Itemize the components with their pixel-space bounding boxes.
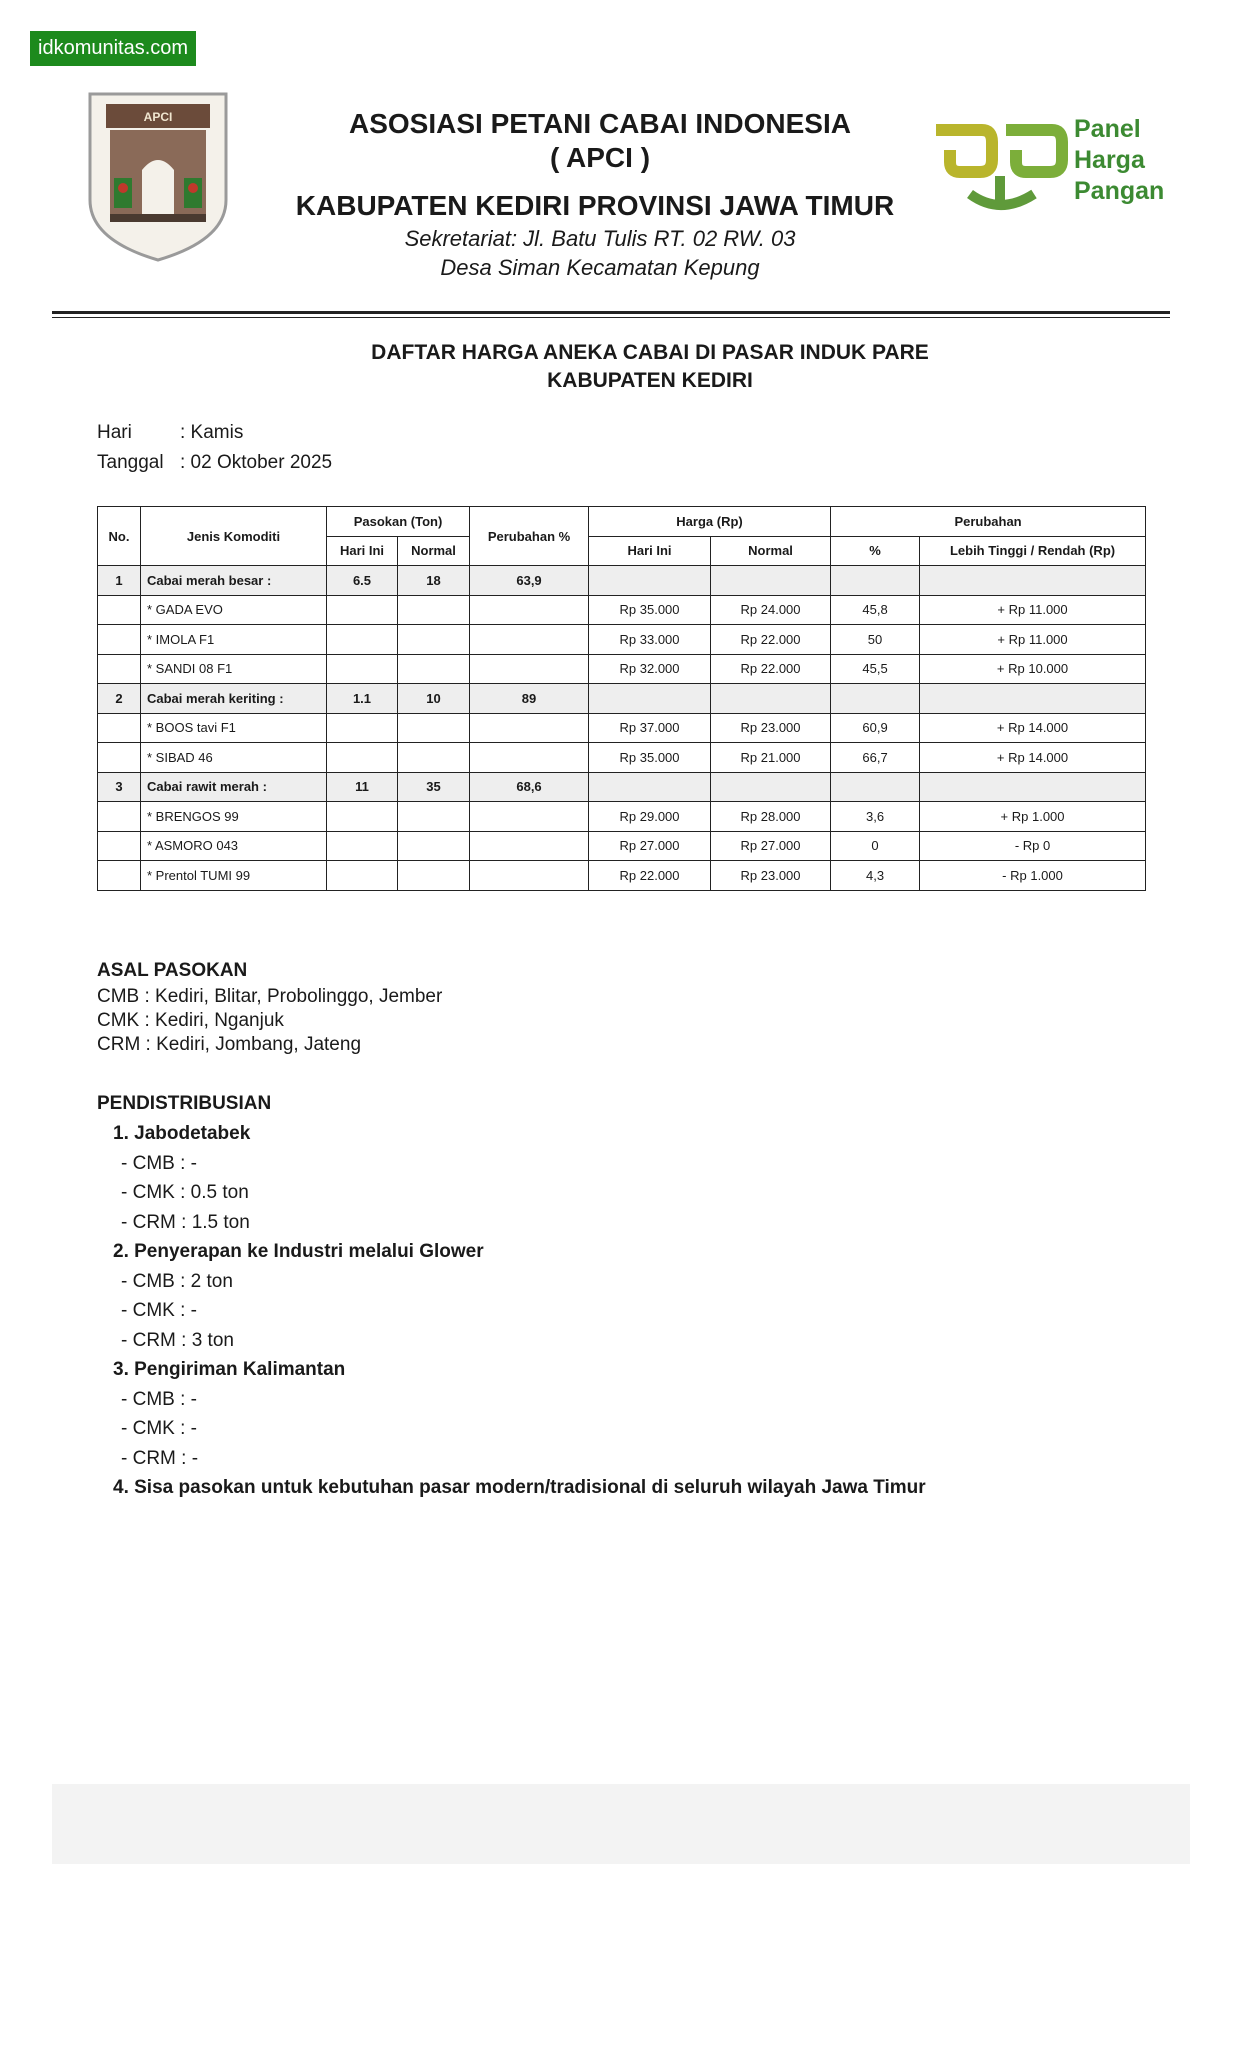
- header-supply: Pasokan (Ton): [327, 507, 470, 537]
- category-row: [98, 684, 1146, 714]
- pendistribusian-title: PENDISTRIBUSIAN: [97, 1093, 272, 1114]
- cell-supply-normal: [398, 625, 470, 655]
- cell-price-today: Rp 27.000: [589, 831, 711, 861]
- cell-pct: 3,6: [831, 802, 920, 832]
- date-value: : 02 Oktober 2025: [180, 452, 333, 473]
- cell-supply-normal: 35: [398, 772, 470, 802]
- cell-name: * SANDI 08 F1: [141, 654, 327, 684]
- asal-pasokan-list: [97, 985, 442, 1057]
- category-row: [98, 566, 1146, 596]
- cell-price-normal: Rp 24.000: [711, 595, 831, 625]
- price-table-body: [98, 566, 1146, 891]
- distribution-item: 2. Penyerapan ke Industri melalui Glower: [113, 1241, 484, 1262]
- cell-pct: 0: [831, 831, 920, 861]
- cell-price-today: Rp 35.000: [589, 743, 711, 773]
- cell-pct: 4,3: [831, 861, 920, 891]
- document-subtitle: KABUPATEN KEDIRI: [547, 369, 753, 392]
- cell-supply-change: [470, 625, 589, 655]
- address-line-1: Sekretariat: Jl. Batu Tulis RT. 02 RW. 03: [404, 226, 796, 251]
- distribution-sub-item: - CMK : -: [121, 1300, 197, 1321]
- cell-supply-today: [327, 713, 398, 743]
- cell-supply-today: [327, 625, 398, 655]
- cell-price-today: Rp 29.000: [589, 802, 711, 832]
- cell-supply-today: 1.1: [327, 684, 398, 714]
- price-table: [97, 506, 1146, 891]
- cell-supply-change: [470, 743, 589, 773]
- cell-no: 1: [98, 566, 141, 596]
- header-price-today: Hari Ini: [589, 536, 711, 566]
- asal-pasokan-title: ASAL PASOKAN: [97, 960, 248, 981]
- cell-supply-normal: [398, 831, 470, 861]
- table-row: [98, 861, 1146, 891]
- cell-name: Cabai merah besar :: [141, 566, 327, 596]
- header-divider-thick: [52, 311, 1170, 314]
- apci-logo-text: APCI: [143, 110, 173, 124]
- table-row: [98, 802, 1146, 832]
- table-row: [98, 713, 1146, 743]
- cell-supply-normal: 18: [398, 566, 470, 596]
- cell-price-normal: Rp 22.000: [711, 654, 831, 684]
- cell-supply-today: [327, 654, 398, 684]
- cell-diff: + Rp 11.000: [920, 625, 1146, 655]
- document-title: DAFTAR HARGA ANEKA CABAI DI PASAR INDUK PARE: [371, 341, 929, 364]
- php-text-line-2: Harga: [1074, 146, 1145, 174]
- date-label: Tanggal: [97, 452, 164, 473]
- cell-no: 2: [98, 684, 141, 714]
- cell-supply-today: [327, 831, 398, 861]
- address-line-2: Desa Siman Kecamatan Kepung: [440, 255, 760, 280]
- cell-diff: + Rp 1.000: [920, 802, 1146, 832]
- cell-supply-normal: [398, 861, 470, 891]
- distribution-sub-item: - CMK : -: [121, 1418, 197, 1439]
- cell-supply-change: [470, 831, 589, 861]
- header-price: Harga (Rp): [589, 507, 831, 537]
- header-change-diff: Lebih Tinggi / Rendah (Rp): [920, 536, 1146, 566]
- cell-no: [98, 743, 141, 773]
- cell-name: Cabai merah keriting :: [141, 684, 327, 714]
- cell-supply-today: 11: [327, 772, 398, 802]
- cell-no: [98, 802, 141, 832]
- cell-pct: [831, 772, 920, 802]
- org-name: ASOSIASI PETANI CABAI INDONESIA: [349, 108, 851, 139]
- cell-price-today: [589, 684, 711, 714]
- cell-supply-today: [327, 861, 398, 891]
- header-no: No.: [98, 507, 141, 566]
- cell-price-normal: [711, 566, 831, 596]
- cell-diff: [920, 772, 1146, 802]
- cell-name: * BOOS tavi F1: [141, 713, 327, 743]
- cell-no: [98, 831, 141, 861]
- cell-name: * BRENGOS 99: [141, 802, 327, 832]
- cell-price-today: [589, 772, 711, 802]
- cell-supply-normal: [398, 654, 470, 684]
- cell-price-today: Rp 37.000: [589, 713, 711, 743]
- cell-price-normal: Rp 21.000: [711, 743, 831, 773]
- cell-price-normal: Rp 27.000: [711, 831, 831, 861]
- footer-band: [52, 1784, 1190, 1864]
- cell-no: [98, 713, 141, 743]
- distribution-sub-item: - CMB : -: [121, 1152, 197, 1174]
- cell-price-normal: Rp 23.000: [711, 861, 831, 891]
- cell-name: * GADA EVO: [141, 595, 327, 625]
- header-divider-thin: [52, 317, 1170, 318]
- date-row: [97, 452, 332, 474]
- cell-diff: - Rp 0: [920, 831, 1146, 861]
- cell-supply-today: [327, 595, 398, 625]
- table-row: [98, 625, 1146, 655]
- asal-line-crm: CRM : Kediri, Jombang, Jateng: [97, 1034, 362, 1055]
- cell-pct: 60,9: [831, 713, 920, 743]
- cell-supply-change: [470, 713, 589, 743]
- distribution-item: 4. Sisa pasokan untuk kebutuhan pasar modern/tradisional di seluruh wilayah Jawa Timur: [113, 1477, 926, 1498]
- cell-price-normal: Rp 22.000: [711, 625, 831, 655]
- cell-supply-change: [470, 802, 589, 832]
- cell-pct: 45,5: [831, 654, 920, 684]
- table-row: [98, 595, 1146, 625]
- cell-name: * Prentol TUMI 99: [141, 861, 327, 891]
- cell-pct: [831, 684, 920, 714]
- php-text-line-1: Panel: [1074, 115, 1141, 143]
- panel-harga-pangan-text: [1074, 114, 1194, 207]
- cell-supply-change: 89: [470, 684, 589, 714]
- distribution-sub-item: - CMB : -: [121, 1388, 197, 1410]
- apci-logo: [84, 90, 232, 262]
- cell-supply-change: [470, 595, 589, 625]
- cell-name: * ASMORO 043: [141, 831, 327, 861]
- cell-diff: + Rp 14.000: [920, 743, 1146, 773]
- cell-supply-normal: 10: [398, 684, 470, 714]
- cell-supply-normal: [398, 802, 470, 832]
- cell-name: Cabai rawit merah :: [141, 772, 327, 802]
- cell-price-today: Rp 22.000: [589, 861, 711, 891]
- cell-diff: - Rp 1.000: [920, 861, 1146, 891]
- distribution-sub-item: - CRM : -: [121, 1447, 199, 1469]
- asal-line-cmk: CMK : Kediri, Nganjuk: [97, 1010, 284, 1031]
- cell-price-normal: [711, 772, 831, 802]
- cell-name: * IMOLA F1: [141, 625, 327, 655]
- day-row: [97, 422, 243, 444]
- php-text-line-3: Pangan: [1074, 177, 1165, 205]
- cell-supply-today: [327, 743, 398, 773]
- distribution-sub-item: - CMB : 2 ton: [121, 1270, 233, 1292]
- header-change-pct: %: [831, 536, 920, 566]
- cell-pct: 45,8: [831, 595, 920, 625]
- cell-supply-change: 68,6: [470, 772, 589, 802]
- cell-supply-normal: [398, 595, 470, 625]
- org-region: KABUPATEN KEDIRI PROVINSI JAWA TIMUR: [295, 190, 895, 221]
- cell-no: [98, 654, 141, 684]
- cell-diff: + Rp 14.000: [920, 713, 1146, 743]
- table-row: [98, 654, 1146, 684]
- header-supply-normal: Normal: [398, 536, 470, 566]
- header-price-normal: Normal: [711, 536, 831, 566]
- asal-line-cmb: CMB : Kediri, Blitar, Probolinggo, Jember: [97, 986, 443, 1007]
- cell-price-normal: [711, 684, 831, 714]
- header-change: Perubahan: [831, 507, 1146, 537]
- cell-pct: 66,7: [831, 743, 920, 773]
- cell-price-today: Rp 33.000: [589, 625, 711, 655]
- cell-pct: 50: [831, 625, 920, 655]
- panel-harga-pangan-logo-icon: [930, 116, 1068, 214]
- org-acronym: ( APCI ): [549, 142, 651, 173]
- distribution-sub-item: - CRM : 1.5 ton: [121, 1211, 250, 1233]
- cell-diff: [920, 566, 1146, 596]
- header-supply-today: Hari Ini: [327, 536, 398, 566]
- cell-no: [98, 625, 141, 655]
- cell-diff: + Rp 10.000: [920, 654, 1146, 684]
- day-value: : Kamis: [180, 422, 244, 443]
- distribution-sub-item: - CMK : 0.5 ton: [121, 1182, 249, 1203]
- cell-supply-change: [470, 654, 589, 684]
- watermark-label: idkomunitas.com: [30, 31, 196, 66]
- cell-no: [98, 861, 141, 891]
- cell-diff: + Rp 11.000: [920, 595, 1146, 625]
- cell-name: * SIBAD 46: [141, 743, 327, 773]
- cell-price-today: [589, 566, 711, 596]
- cell-supply-today: 6.5: [327, 566, 398, 596]
- distribution-item: 3. Pengiriman Kalimantan: [113, 1359, 346, 1380]
- day-label: Hari: [97, 422, 132, 443]
- distribution-sub-item: - CRM : 3 ton: [121, 1329, 234, 1351]
- cell-pct: [831, 566, 920, 596]
- header-supply-change: Perubahan %: [470, 507, 589, 566]
- cell-price-normal: Rp 23.000: [711, 713, 831, 743]
- distribution-item: 1. Jabodetabek: [113, 1123, 251, 1144]
- cell-supply-change: 63,9: [470, 566, 589, 596]
- category-row: [98, 772, 1146, 802]
- cell-supply-normal: [398, 713, 470, 743]
- cell-supply-today: [327, 802, 398, 832]
- cell-diff: [920, 684, 1146, 714]
- cell-no: 3: [98, 772, 141, 802]
- cell-price-normal: Rp 28.000: [711, 802, 831, 832]
- pendistribusian-list: [113, 1119, 926, 1503]
- cell-no: [98, 595, 141, 625]
- table-row: [98, 831, 1146, 861]
- cell-supply-normal: [398, 743, 470, 773]
- cell-supply-change: [470, 861, 589, 891]
- header-commodity: Jenis Komoditi: [141, 507, 327, 566]
- cell-price-today: Rp 32.000: [589, 654, 711, 684]
- table-row: [98, 743, 1146, 773]
- cell-price-today: Rp 35.000: [589, 595, 711, 625]
